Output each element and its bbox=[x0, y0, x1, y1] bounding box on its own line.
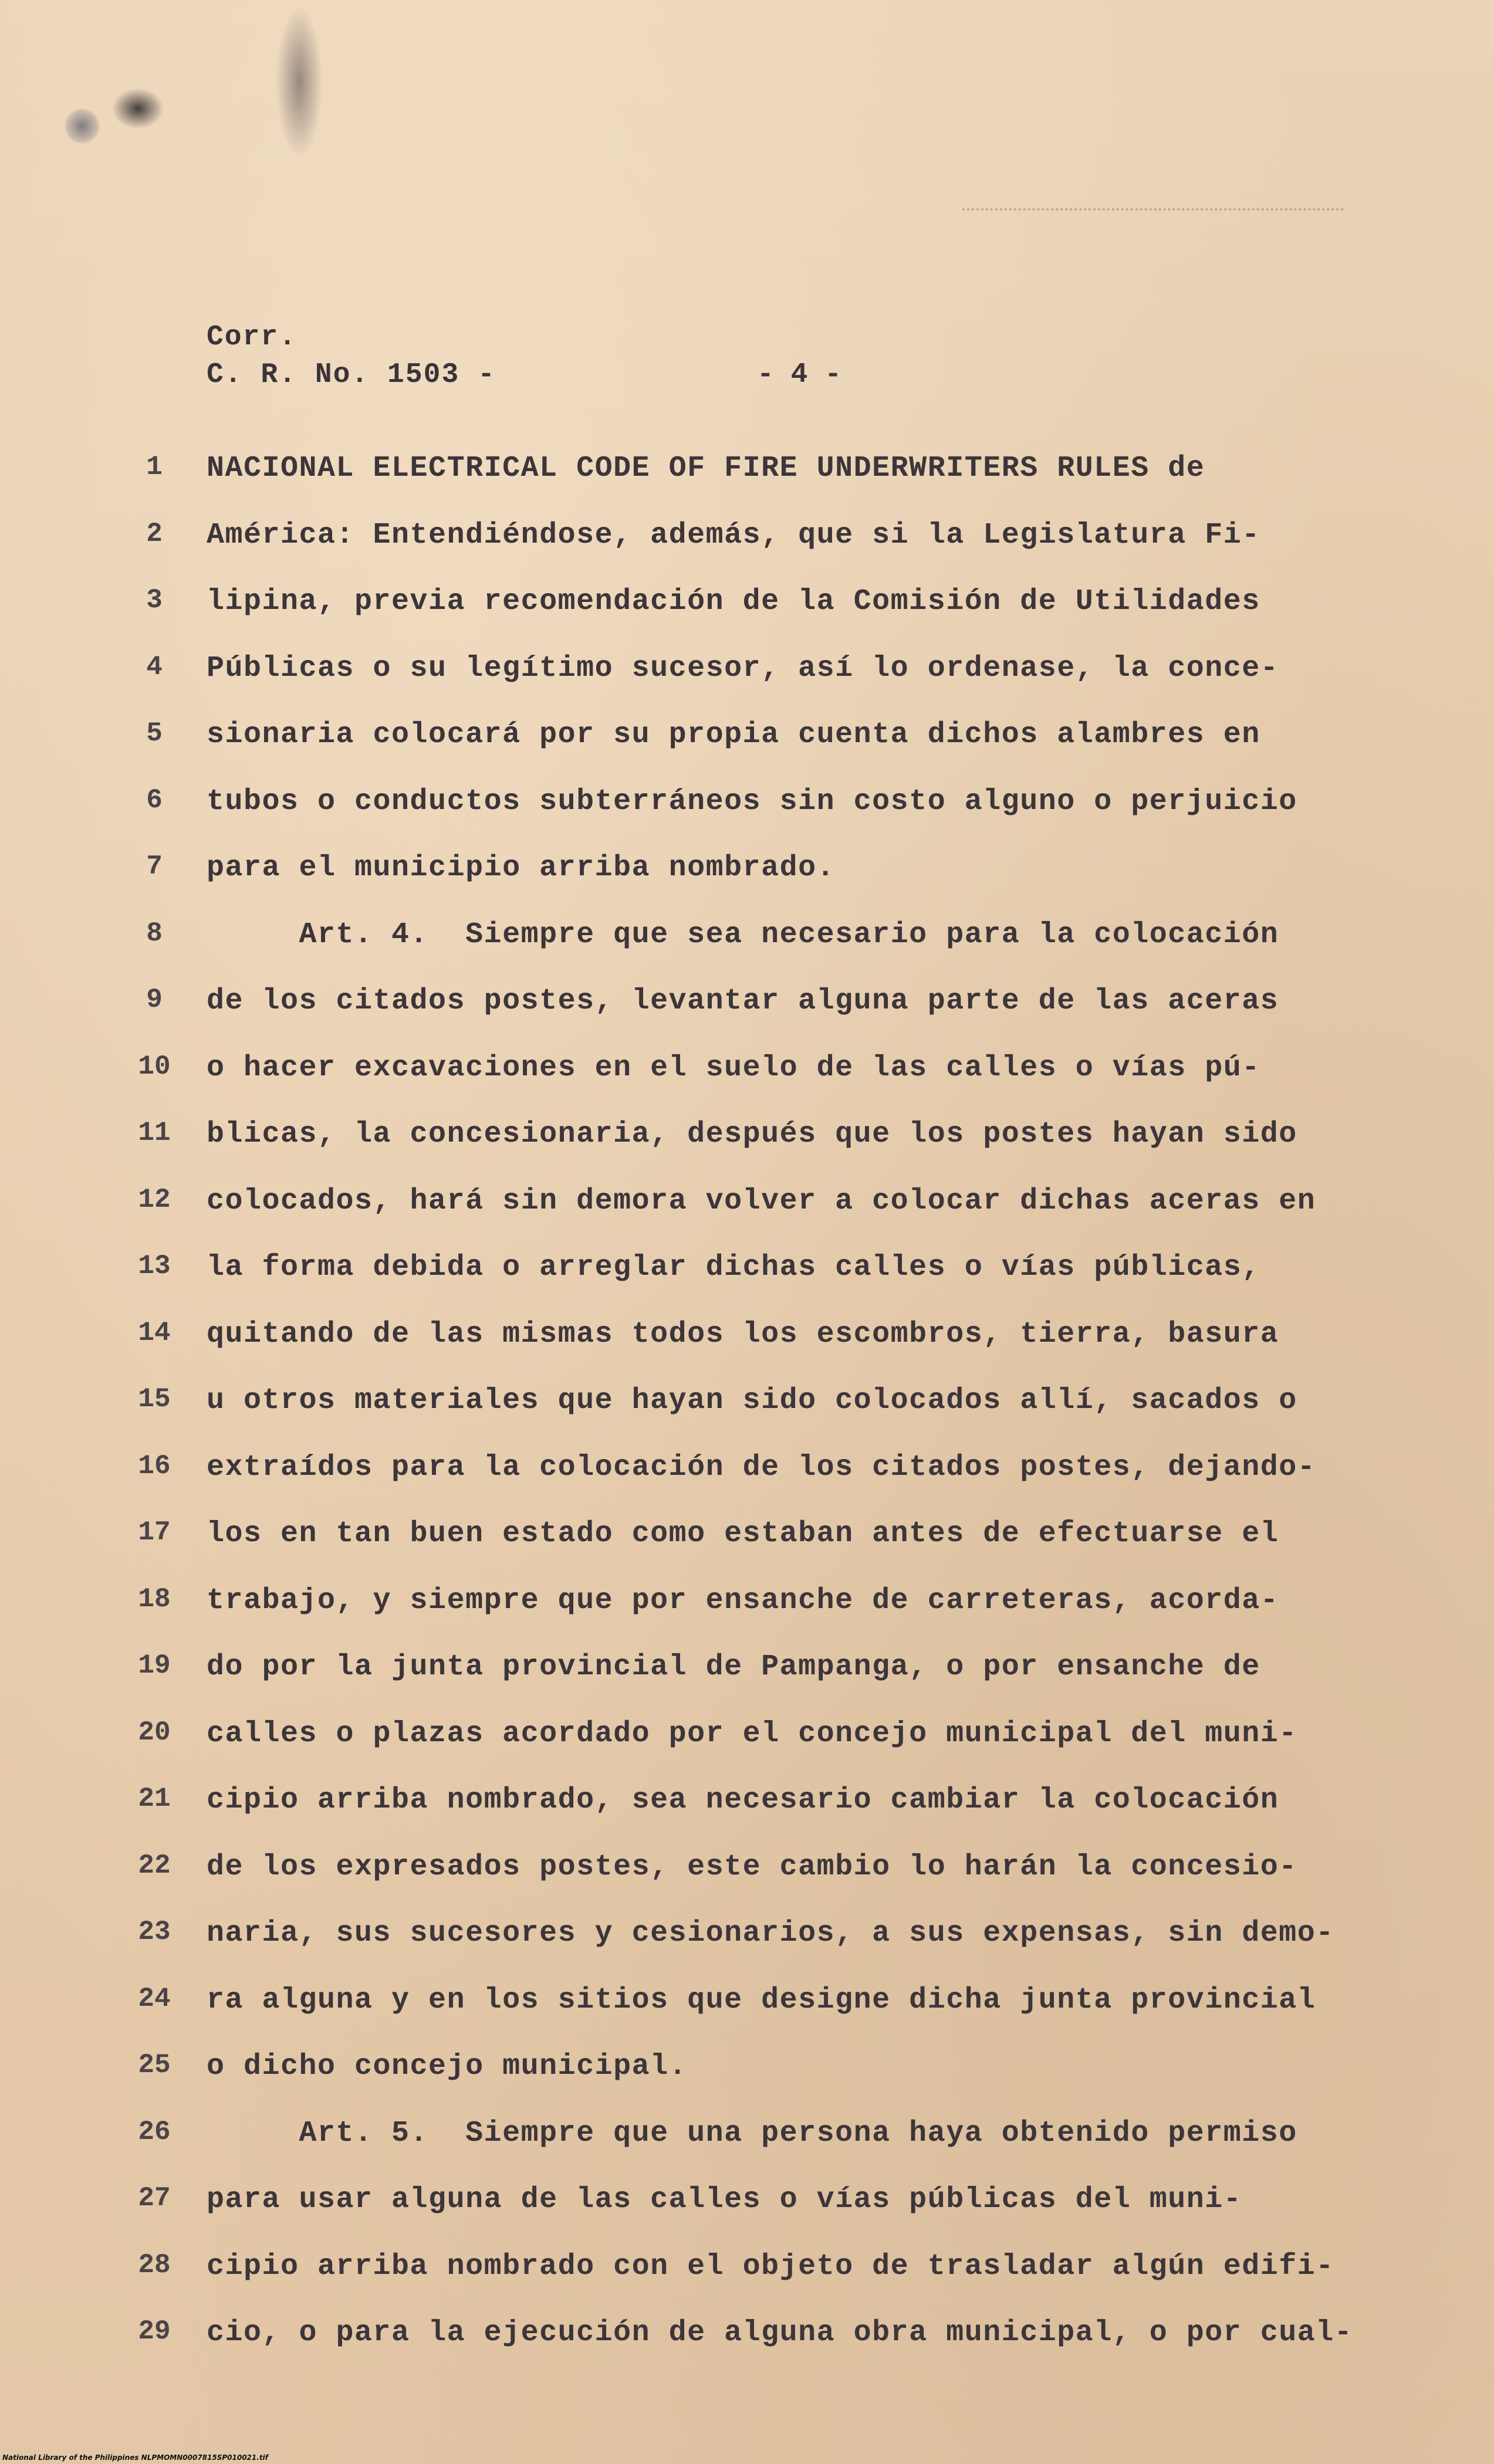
line-number: 19 bbox=[138, 1650, 171, 1681]
header-cr-number: C. R. No. 1503 - bbox=[207, 359, 496, 391]
line-number: 28 bbox=[138, 2249, 171, 2280]
line-number: 29 bbox=[138, 2316, 171, 2347]
text-line bbox=[0, 1717, 1494, 1784]
text-line bbox=[0, 785, 1494, 852]
line-text: cio, o para la ejecución de alguna obra municipal, o por cual- bbox=[207, 2316, 1353, 2350]
line-text: Públicas o su legítimo sucesor, así lo ordenase, la conce- bbox=[207, 651, 1279, 685]
line-number: 25 bbox=[138, 2050, 171, 2080]
line-text: cipio arriba nombrado, sea necesario cambiar la colocación bbox=[207, 1783, 1279, 1817]
text-line bbox=[0, 452, 1494, 519]
text-line bbox=[0, 1184, 1494, 1251]
line-number: 17 bbox=[138, 1517, 171, 1548]
line-text: trabajo, y siempre que por ensanche de carreteras, acorda- bbox=[207, 1583, 1279, 1617]
line-text: NACIONAL ELECTRICAL CODE OF FIRE UNDERWRITERS RULES de bbox=[207, 452, 1205, 485]
line-text: naria, sus sucesores y cesionarios, a sus expensas, sin demo- bbox=[207, 1917, 1334, 1950]
text-line bbox=[0, 851, 1494, 918]
line-number: 20 bbox=[138, 1717, 171, 1748]
line-text: blicas, la concesionaria, después que los postes hayan sido bbox=[207, 1118, 1297, 1151]
line-text: ra alguna y en los sitios que designe dicha junta provincial bbox=[207, 1983, 1316, 2017]
text-line bbox=[0, 1650, 1494, 1717]
line-text: calles o plazas acordado por el concejo municipal del muni- bbox=[207, 1717, 1297, 1751]
line-number: 16 bbox=[138, 1450, 171, 1481]
text-line bbox=[0, 1783, 1494, 1850]
text-line bbox=[0, 1517, 1494, 1584]
ink-smudge bbox=[276, 6, 323, 158]
line-text: o hacer excavaciones en el suelo de las calles o vías pú- bbox=[207, 1051, 1260, 1085]
text-line bbox=[0, 1850, 1494, 1917]
line-text: de los expresados postes, este cambio lo harán la concesio- bbox=[207, 1850, 1297, 1884]
dotted-rule bbox=[962, 208, 1344, 211]
line-number: 5 bbox=[146, 718, 163, 749]
line-number: 3 bbox=[146, 585, 163, 615]
line-text: lipina, previa recomendación de la Comisión de Utilidades bbox=[207, 585, 1260, 618]
text-line bbox=[0, 519, 1494, 585]
text-line bbox=[0, 1451, 1494, 1518]
text-line bbox=[0, 1318, 1494, 1385]
text-line bbox=[0, 718, 1494, 785]
line-text: o dicho concejo municipal. bbox=[207, 2050, 688, 2083]
line-number: 12 bbox=[138, 1184, 171, 1215]
line-number: 13 bbox=[138, 1251, 171, 1281]
text-line bbox=[0, 2117, 1494, 2184]
line-text: Art. 5. Siempre que una persona haya obtenido permiso bbox=[207, 2116, 1297, 2150]
line-text: do por la junta provincial de Pampanga, o por ensanche de bbox=[207, 1650, 1260, 1684]
punch-hole bbox=[65, 109, 100, 144]
line-text: América: Entendiéndose, además, que si la Legislatura Fi- bbox=[207, 518, 1260, 552]
text-line bbox=[0, 2183, 1494, 2250]
body-text bbox=[0, 452, 1494, 2383]
text-line bbox=[0, 652, 1494, 719]
line-text: extraídos para la colocación de los citados postes, dejando- bbox=[207, 1450, 1316, 1484]
line-number: 7 bbox=[146, 851, 163, 882]
ink-blot bbox=[111, 88, 164, 129]
line-number: 24 bbox=[138, 1983, 171, 2014]
text-line bbox=[0, 1984, 1494, 2050]
line-number: 27 bbox=[138, 2183, 171, 2213]
line-number: 14 bbox=[138, 1317, 171, 1348]
line-number: 11 bbox=[138, 1118, 171, 1148]
line-text: sionaria colocará por su propia cuenta dichos alambres en bbox=[207, 718, 1260, 752]
text-line bbox=[0, 1251, 1494, 1318]
line-number: 2 bbox=[146, 518, 163, 549]
line-number: 8 bbox=[146, 918, 163, 949]
line-number: 22 bbox=[138, 1850, 171, 1881]
text-line bbox=[0, 1917, 1494, 1984]
page-number: - 4 - bbox=[757, 359, 842, 391]
line-text: cipio arriba nombrado con el objeto de trasladar algún edifi- bbox=[207, 2249, 1334, 2283]
line-number: 21 bbox=[138, 1783, 171, 1814]
line-number: 23 bbox=[138, 1917, 171, 1947]
text-line bbox=[0, 2250, 1494, 2317]
text-line bbox=[0, 1584, 1494, 1651]
line-text: para el municipio arriba nombrado. bbox=[207, 851, 836, 885]
line-number: 26 bbox=[138, 2116, 171, 2147]
line-text: colocados, hará sin demora volver a colocar dichas aceras en bbox=[207, 1184, 1316, 1218]
line-number: 10 bbox=[138, 1051, 171, 1082]
text-line bbox=[0, 984, 1494, 1051]
text-line bbox=[0, 1051, 1494, 1118]
line-number: 18 bbox=[138, 1583, 171, 1615]
line-text: de los citados postes, levantar alguna parte de las aceras bbox=[207, 984, 1279, 1018]
line-text: los en tan buen estado como estaban antes de efectuarse el bbox=[207, 1517, 1279, 1551]
line-text: para usar alguna de las calles o vías públicas del muni- bbox=[207, 2183, 1242, 2216]
text-line bbox=[0, 2050, 1494, 2117]
text-line bbox=[0, 1118, 1494, 1184]
header-corr: Corr. bbox=[207, 321, 298, 353]
line-text: tubos o conductos subterráneos sin costo alguno o perjuicio bbox=[207, 784, 1297, 818]
line-text: la forma debida o arreglar dichas calles o vías públicas, bbox=[207, 1251, 1260, 1284]
line-number: 1 bbox=[146, 452, 163, 482]
text-line bbox=[0, 2316, 1494, 2383]
text-line bbox=[0, 918, 1494, 985]
line-number: 15 bbox=[138, 1384, 171, 1414]
archive-footer: National Library of the Philippines NLPMOMN0007815SP010021.tif bbox=[2, 2453, 268, 2462]
line-text: Art. 4. Siempre que sea necesario para la colocación bbox=[207, 918, 1279, 952]
line-number: 4 bbox=[146, 651, 163, 682]
line-number: 9 bbox=[146, 984, 163, 1015]
text-line bbox=[0, 585, 1494, 652]
line-text: u otros materiales que hayan sido colocados allí, sacados o bbox=[207, 1384, 1297, 1417]
line-number: 6 bbox=[146, 784, 163, 815]
line-text: quitando de las mismas todos los escombros, tierra, basura bbox=[207, 1317, 1279, 1351]
text-line bbox=[0, 1384, 1494, 1451]
